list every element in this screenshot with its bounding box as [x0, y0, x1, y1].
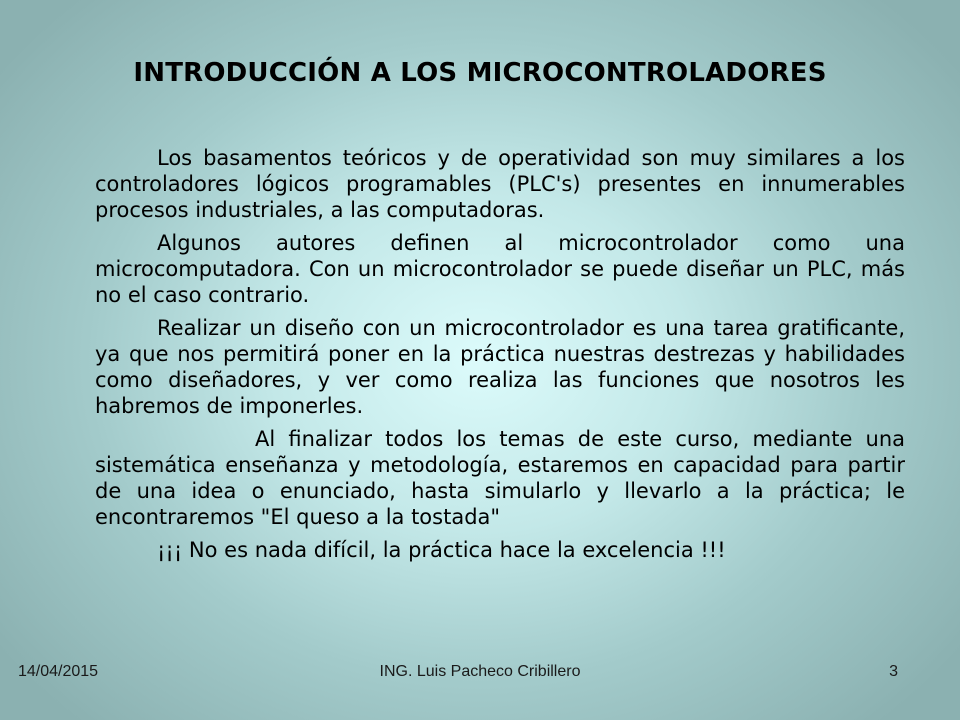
footer-date: 14/04/2015 — [18, 663, 99, 680]
slide-body — [95, 145, 905, 563]
paragraph-microcomputer: Algunos autores definen al microcontrolador como una microcomputadora. Con un microcontrolador se puede diseñar un PLC, más no el caso contrario. — [95, 231, 905, 307]
slide-title: INTRODUCCIÓN A LOS MICROCONTROLADORES — [133, 58, 827, 88]
paragraph-course-goal: Al finalizar todos los temas de este curso, mediante una sistemática enseñanza y metodología, estaremos en capacidad para partir de una idea o enunciado, hasta simularlo y llevarlo a la práctica; le encontraremos "El queso a la tostada" — [95, 427, 905, 529]
footer-page-number: 3 — [889, 663, 898, 680]
footer-author: ING. Luis Pacheco Cribillero — [379, 663, 581, 680]
closing-statement: ¡¡¡ No es nada difícil, la práctica hace la excelencia !!! — [157, 538, 726, 562]
paragraph-plc-comparison: Los basamentos teóricos y de operatividad son muy similares a los controladores lógicos programables (PLC's) presentes en innumerables procesos industriales, a las computadoras. — [95, 146, 905, 222]
paragraph-design-task: Realizar un diseño con un microcontrolador es una tarea gratificante, ya que nos permitirá poner en la práctica nuestras destrezas y habilidades como diseñadores, y ver como realiza las funciones que nosotros les habremos de imponerles. — [95, 316, 905, 418]
